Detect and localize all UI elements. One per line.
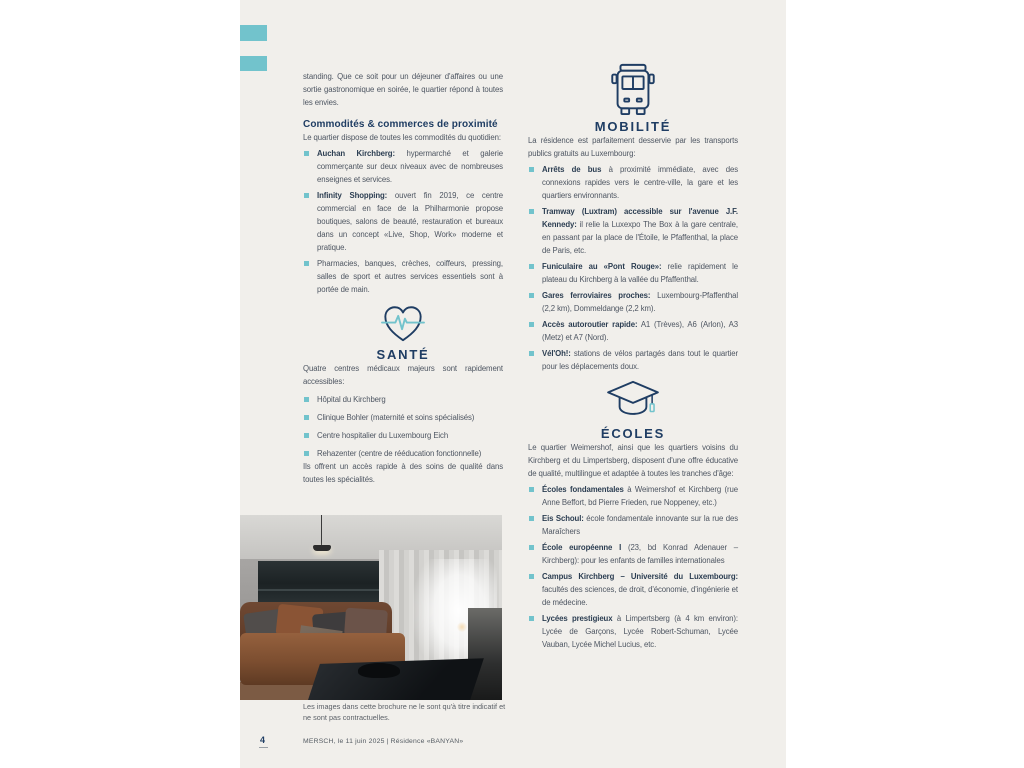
list-item (528, 570, 738, 609)
list-item-lead: Écoles fondamentales (542, 485, 624, 494)
bullet-square-icon (529, 616, 534, 621)
bullet-square-icon (529, 516, 534, 521)
list-item-lead: Accès autoroutier rapide: (542, 320, 638, 329)
list-item (528, 289, 738, 315)
list-item-lead: Infinity Shopping: (317, 191, 388, 200)
page-number-underline (259, 747, 268, 748)
bullet-square-icon (304, 261, 309, 266)
bullet-square-icon (304, 433, 309, 438)
sante-outro: Ils offrent un accès rapide à des soins de qualité dans toutes les spécialités. (303, 462, 503, 484)
list-item (303, 447, 503, 460)
list-item (528, 483, 738, 509)
list-item-text: facultés des sciences, de droit, d'économie, d'ingénierie et de médecine. (542, 585, 738, 607)
list-item (528, 260, 738, 286)
list-item (528, 163, 738, 202)
list-item-text: Clinique Bohler (maternité et soins spécialisés) (317, 413, 475, 422)
list-item-text: Centre hospitalier du Luxembourg Eich (317, 431, 449, 440)
list-item-lead: Funiculaire au «Pont Rouge»: (542, 262, 662, 271)
ecoles-heading: ÉCOLES (600, 426, 666, 441)
accent-square-top (240, 25, 267, 41)
ecoles-lead: Le quartier Weimershof, ainsi que les quartiers voisins du Kirchberg et du Limpertsberg, disposent d'une offre éducative de qualité, multilingue et adaptée à toutes les tranches d'âge: (528, 443, 738, 478)
list-item-text: relie rapidement le plateau du Kirchberg à la vallée du Pfaffenthal. (542, 262, 738, 284)
commodites-heading: Commodités & commerces de proximité (303, 119, 498, 130)
right-column (528, 62, 738, 651)
photo-bowl-shape (358, 663, 400, 678)
list-item-text: Pharmacies, banques, crèches, coiffeurs, pressing, salles de sport et autres services essentiels sont à portée de main. (317, 259, 503, 294)
sante-heading: SANTÉ (376, 347, 430, 362)
bullet-square-icon (529, 293, 534, 298)
bullet-square-icon (304, 397, 309, 402)
list-item (528, 612, 738, 651)
list-item (303, 429, 503, 442)
list-item-text: hypermarché et galerie commerçante sur deux niveaux avec de nombreuses enseignes et services. (317, 149, 503, 184)
bullet-square-icon (304, 151, 309, 156)
bullet-square-icon (529, 264, 534, 269)
list-item-text: école fondamentale innovante sur la rue des Maraîchers (542, 514, 738, 536)
mobilite-icon-wrap (528, 62, 738, 116)
bullet-square-icon (529, 167, 534, 172)
list-item (303, 411, 503, 424)
list-item-text: A1 (Trèves), A6 (Arlon), A3 (Metz) et A7 (Nord). (542, 320, 738, 342)
page-number: 4 (260, 735, 266, 745)
bullet-square-icon (529, 487, 534, 492)
commodites-lead: Le quartier dispose de toutes les commodités du quotidien: (303, 133, 501, 142)
list-item-text: à Weimershof et Kirchberg (rue Anne Beffort, bd Pierre Frieden, rue Noppeney, etc.) (542, 485, 738, 507)
list-item (303, 257, 503, 296)
list-item (528, 205, 738, 257)
list-item (528, 318, 738, 344)
mobilite-lead: La résidence est parfaitement desservie par les transports publics gratuits au Luxembourg: (528, 136, 738, 158)
list-item-lead: Lycées prestigieux (542, 614, 613, 623)
bullet-square-icon (529, 322, 534, 327)
commodites-list (303, 147, 503, 296)
list-item (528, 541, 738, 567)
intro-paragraph: standing. Que ce soit pour un déjeuner d'affaires ou une sortie gastronomique en soirée, le quartier répond à toutes les envies. (303, 72, 503, 107)
list-item-lead: Arrêts de bus (542, 165, 602, 174)
mobilite-list (528, 163, 738, 373)
photo-pendant-lamp-shape (313, 545, 331, 551)
photo-caption: Les images dans cette brochure ne le sont qu'à titre indicatif et ne sont pas contractuelles. (303, 702, 506, 722)
bullet-square-icon (529, 574, 534, 579)
list-item-text: stations de vélos partagés dans tout le quartier pour les déplacements doux. (542, 349, 738, 371)
accent-square-bottom (240, 56, 267, 71)
heart-pulse-icon (380, 302, 426, 344)
living-room-photo (240, 515, 502, 700)
ecoles-list (528, 483, 738, 651)
list-item-lead: Vél'Oh!: (542, 349, 571, 358)
ecoles-icon-wrap (528, 379, 738, 423)
list-item-lead: Campus Kirchberg – Université du Luxembourg: (542, 572, 738, 581)
list-item-text: à proximité immédiate, avec des connexions rapides vers le centre-ville, la gare et les quartiers environnants. (542, 165, 738, 200)
list-item-lead: Gares ferroviaires proches: (542, 291, 651, 300)
bullet-square-icon (304, 193, 309, 198)
sante-list (303, 393, 503, 460)
list-item-lead: Auchan Kirchberg: (317, 149, 395, 158)
list-item-text: Luxembourg-Pfaffenthal (2,2 km), Dommeldange (2,2 km). (542, 291, 738, 313)
list-item-text: Rehazenter (centre de rééducation fonctionnelle) (317, 449, 482, 458)
left-column (303, 70, 503, 486)
list-item (528, 512, 738, 538)
bullet-square-icon (529, 209, 534, 214)
sante-icon-wrap (303, 302, 503, 344)
list-item-lead: Tramway (Luxtram) accessible sur l'avenue J.F. Kennedy: (542, 207, 738, 229)
sante-lead: Quatre centres médicaux majeurs sont rapidement accessibles: (303, 364, 503, 386)
list-item-text: Hôpital du Kirchberg (317, 395, 386, 404)
list-item-text: à Limpertsberg (à 4 km environ): Lycée de Garçons, Lycée Robert-Schuman, Lycée Vauban, Lycée Michel Lucius, etc. (542, 614, 738, 649)
bullet-square-icon (529, 545, 534, 550)
bullet-square-icon (304, 451, 309, 456)
list-item-text: il relie la Luxexpo The Box à la gare centrale, en passant par la place de l'Étoile, le Pfaffenthal, la place de Paris, etc. (542, 220, 738, 255)
list-item (303, 147, 503, 186)
list-item (528, 347, 738, 373)
list-item-text: ouvert fin 2019, ce centre commercial en face de la Philharmonie propose boutiques, salons de beauté, restauration et bureaux dans un concept «Live, Shop, Work» moderne et pratique. (317, 191, 503, 252)
list-item-lead: Eis Schoul: (542, 514, 584, 523)
list-item (303, 189, 503, 254)
photo-pendant-cord-shape (321, 515, 322, 546)
photo-shelf-shape (258, 589, 379, 591)
list-item-text: (23, bd Konrad Adenauer – Kirchberg): pour les enfants de familles internationales (542, 543, 738, 565)
bullet-square-icon (529, 351, 534, 356)
brochure-page (240, 0, 786, 768)
bullet-square-icon (304, 415, 309, 420)
mobilite-heading: MOBILITÉ (594, 119, 672, 134)
list-item (303, 393, 503, 406)
footer-text: MERSCH, le 11 juin 2025 | Résidence «BANYAN» (303, 738, 464, 745)
list-item-lead: École européenne I (542, 543, 622, 552)
bus-front-icon (610, 62, 656, 116)
graduation-cap-icon (603, 379, 663, 423)
